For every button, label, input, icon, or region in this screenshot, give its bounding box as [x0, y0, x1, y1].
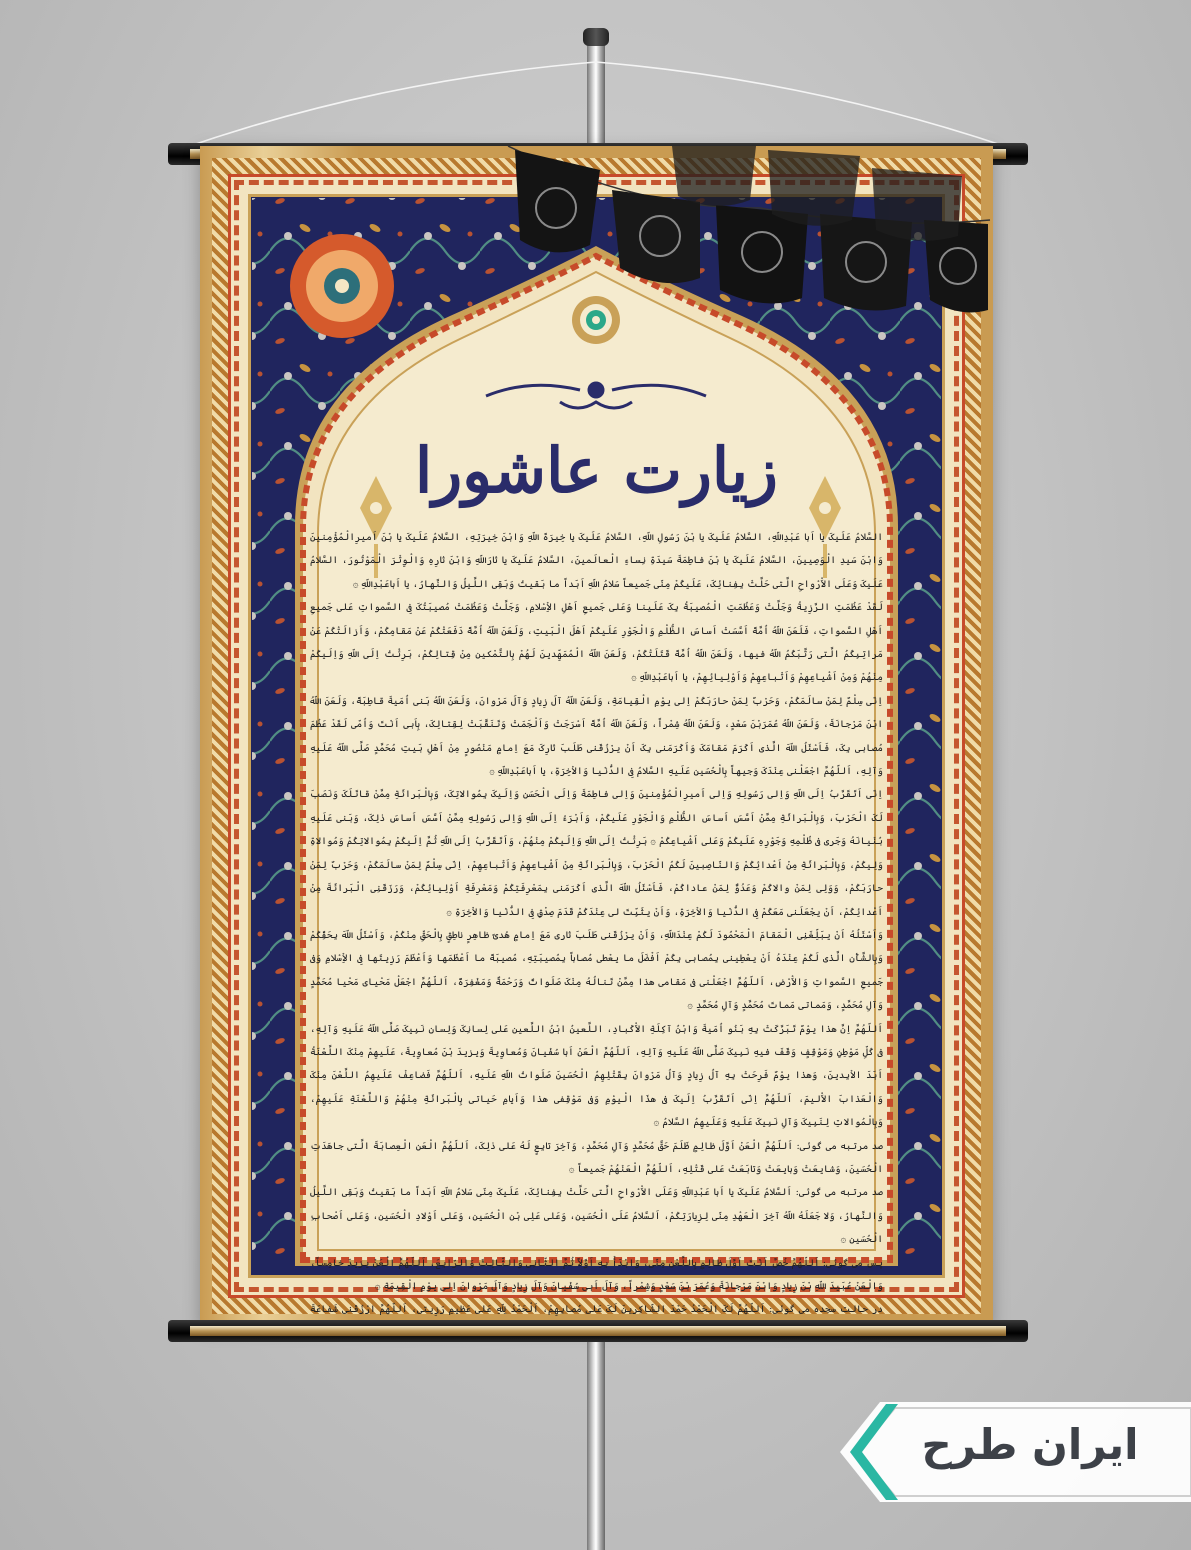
paragraph: اِنّی سِلْمٌ لِمَنْ سالَمَکُمْ، وَحَرْبٌ لِمَنْ حارَبَکُمْ اِلی یوْمِ الْقِیامَةِ، وَلَعَنَ اللّهُ آلَ زِیادٍ وَآلَ مَرْوانَ، وَلَعَنَ اللّهُ بَنی اُمَیةَ قاطِبَةً، وَلَعَنَ اللّهُ ابْنَ مَرْجانَةَ، وَلَعَنَ اللّهُ عُمَرَبْنَ سَعْدٍ، وَلَعَنَ اللّهُ شِمْراً، وَلَعَنَ اللّهُ اُمَّةً اَسْرَجَتْ وَاَلْجَمَتْ وَتَنَقَّبَتْ لِقِتالِکَ، بِاَبی اَنْتَ وَاُمّی لَقَدْ عَظُمَ مُصابی بِکَ، فَاَسْئَلُ اللّهَ الَّذی اَکْرَمَ مَقامَکَ وَاَکْرَمَنی بِکَ اَنْ یرْزُقَنی طَلَبَ ثارِکَ مَعَ اِمامٍ مَنْصُورٍ مِنْ اَهْلِ بَیتِ مُحَمَّدٍ صَلَّی اللّهُ عَلَیهِ وَآلِهِ، اَللّهُمَّ اجْعَلْنی عِنْدَکَ وَجیهاً بِالْحُسَینِ عَلَیهِ السَّلامُ فِی الدُّنْیا وَالاْخِرَةِ، یا اَباعَبْدِاللّهِ ۞ [310, 695, 883, 778]
paragraph: صد مرتبه می گوئی: اَلسَّلامُ عَلَیکَ یا اَبا عَبْدِاللّهِ وَعَلَی الاَْرْواحِ الَّتی حَلَّتْ بِفِنائِکَ، عَلَیکَ مِنّی سَلامُ اللّهِ اَبَداً ما بَقیتُ وَبَقِی اللَّیلُ وَالنَّهارُ، وَلا جَعَلَهُ اللّهُ آخِرَ الْعَهْدِ مِنّی لِزِیارَتِکُمْ، اَلسَّلامُ عَلَی الْحُسَینِ، وَعَلی عَلِی بْنِ الْحُسَینِ، وَعَلی اَوْلادِ الْحُسَینِ، وَعَلی اَصْحابِ الْحُسَینِ ۞ [310, 1187, 883, 1246]
paragraph: اَللّهُمَّ اِنَّ هذا یوْمٌ تَبَرَّکَتْ بِهِ بَنُو اُمَیةَ وَابْنُ آکِلَةِ الاَْکْبادِ، اللَّعینُ ابْنُ اللَّعینِ عَلی لِسانِکَ وَلِسانِ نَبِیکَ صَلَّی اللّهُ عَلَیهِ وَآلِهِ، فی کُلِّ مَوْطِنٍ وَمَوْقِفٍ وَقَفَ فیهِ نَبِیکَ صَلَّی اللّهُ عَلَیهِ وَآلِهِ، اَللّهُمَّ الْعَنْ اَبا سُفْیانَ وَمُعاوِیةَ وَیزیدَ بْنَ مُعاوِیةَ، عَلَیهِمْ مِنْکَ اللَّعْنَةُ اَبَدَ الاْبِدینَ، وَهذا یوْمٌ فَرِحَتْ بِهِ آلُ زِیادٍ وَآلُ مَرْوانَ بِقَتْلِهِمُ الْحُسَینَ صَلَواتُ اللّهِ عَلَیهِ، اَللّهُمَّ فَضاعِفْ عَلَیهِمُ اللَّعْنَ مِنْکَ وَالْعَذابَ الاَْلیمَ، اَللّهُمَّ اِنّی اَتَقَرَّبُ اِلَیکَ فی هذَا الْیوْمِ وَفی مَوْقِفی هذا وَاَیامِ حَیاتی بِالْبَرائَةِ مِنْهُمْ وَاللَّعْنَةِ عَلَیهِمْ، وَبِالْمُوالاتِ لِنَبِیکَ وَآلِ نَبِیکَ عَلَیهِ وَعَلَیهِمُ السَّلامُ ۞ [310, 1023, 883, 1129]
paragraph: السَّلامُ عَلَیکَ یا اَبا عَبْدِاللّهِ، السَّلامُ عَلَیکَ یا بْنَ رَسُولِ اللّهِ، السَّلامُ عَلَیکَ یا خِیرَةَ اللّهِ وَابْنَ خِیرَتِهِ، السَّلامُ عَلَیکَ یا بْنَ اَمیرِالْمُؤْمِنینَ وَابْنَ سَیدِ الْوَصِیینَ، السَّلامُ عَلَیکَ یا بْنَ فاطِمَةَ سَیدَةِ نِساءِ الْعالَمینَ، السَّلامُ عَلَیکَ یا ثارَاللّهِ وَابْنَ ثارِهِ وَالْوِتْرَ الْمَوْتُورَ، السَّلامُ عَلَیکَ وَعَلَی الاَْرْواحِ الَّتی حَلَّتْ بِفِنائِکَ، عَلَیکُمْ مِنّی جَمیعاً سَلامُ اللّهِ اَبَداً ما بَقیتُ وَبَقِی اللَّیلُ وَالنَّهارُ، یا اَباعَبْدِاللّهِ ۞ [310, 532, 883, 590]
logo-text: ایران طرح [921, 1420, 1139, 1469]
paragraph: صد مرتبه می گوئی: اَللّهُمَّ الْعَنْ اَوَّلَ ظالِمٍ ظَلَمَ حَقَّ مُحَمَّدٍ وَآلِ مُحَمَّدٍ، وَآخِرَ تابِعٍ لَهُ عَلی ذلِکَ، اَللّهُمَّ الْعَنِ الْعِصابَةَ الَّتی جاهَدَتِ الْحُسَینَ، وَشایعَتْ وَبایعَتْ وَتابَعَتْ عَلی قَتْلِهِ، اَللّهُمَّ الْعَنْهُمْ جَمیعاً ۞ [310, 1140, 883, 1175]
mourning-flag-icon [672, 146, 962, 241]
paragraph: لَقَدْ عَظُمَتِ الرَّزِیةُ وَجَلَّتْ وَعَظُمَتِ الْمُصیبَةُ بِکَ عَلَینا وَعَلی جَمیعِ اَهْلِ الاِْسْلامِ، وَجَلَّتْ وَعَظُمَتْ مُصیبَتُکَ فِی السَّمواتِ عَلی جَمیعِ اَهْلِ السَّمواتِ، فَلَعَنَ اللّهُ اُمَّةً اَسَّسَتْ اَساسَ الظُّلْمِ وَالْجَوْرِ عَلَیکُمْ اَهْلَ الْبَیتِ، وَلَعَنَ اللّهُ اُمَّةً دَفَعَتْکُمْ عَنْ مَقامِکُمْ، وَاَزالَتْکُمْ عَنْ مَراتِبِکُمُ الَّتی رَتَّبَکُمُ اللّهُ فیها، وَلَعَنَ اللّهُ اُمَّةً قَتَلَتْکُمْ، وَلَعَنَ اللّهُ الْمُمَهِّدینَ لَهُمْ بِالتَّمْکینِ مِنْ قِتالِکُمْ، بَرِئْتُ اِلَی اللّهِ وَاِلَیکُمْ مِنْهُمْ وَمِنْ اَشْیاعِهِمْ وَاَتْباعِهِمْ وَاَوْلِیائِهِمْ، یا اَباعَبْدِاللّهِ ۞ [310, 602, 883, 684]
paragraph: پس می گوئی: اَللّهُمَّ خُصَّ اَنْتَ اَوَّلَ ظالِمٍ بِاللَّعْنِ مِنّی، وَابْدَأْ بِهِ اَوَّلاً ثُمَّ الثّانِی وَالثّالِثَ وَالرّابِعَ، اَللّهُمَّ الْعَنْ یزیدَ خامِساً، وَالْعَنْ عُبَیدَ اللّهِ بْنَ زِیادٍ وَابْنَ مَرْجانَةَ وَعُمَرَ بْنَ سَعْدٍ وَشِمْراً، وَآلَ اَبی سُفْیانَ وَآلَ زِیادٍ وَآلَ مَرْوانَ اِلی یوْمِ الْقِیمَةِ ۞ [310, 1257, 883, 1292]
mourning-flag-icon [612, 190, 700, 283]
mourning-flags [0, 0, 1191, 340]
paragraph: در حالت سجده می گوئی: اَللّهُمَّ لَکَ الْحَمْدُ حَمْدَ الشّاکِرینَ لَکَ عَلی مُصابِهِمْ، اَلْحَمْدُ لِلّهِ عَلی عَظیمِ رَزِیتی، اَللّهُمَّ ارْزُقْنی شَفاعَةَ [310, 1304, 883, 1316]
bottom-rod [168, 1320, 1028, 1342]
paragraph: وَاَسْئَلُهُ اَنْ یبَلِّغَنِی الْمَقامَ الْمَحْمُودَ لَکُمْ عِنْدَاللّهِ، وَاَنْ یرْزُقَنی طَلَبَ ثاری مَعَ اِمامٍ هُدیً ظاهِرٍ ناطِقٍ بِالْحَقِّ مِنْکُمْ، وَاَسْئَلُ اللّهَ بِحَقِّکُمْ وَبِالشَّأْنِ الَّذی لَکُمْ عِنْدَهُ اَنْ یعْطِینی بِمُصابی بِکُمْ اَفْضَلَ ما یعْطی مُصاباً بِمُصیبَتِهِ، مُصیبَةً ما اَعْظَمَها وَاَعْظَمَ رَزِیتَها فِی الاِْسْلامِ وَفی جَمیعِ السَّمواتِ وَالاَْرْضِ، اَللّهُمَّ اجْعَلْنی فی مَقامی هذا مِمَّنْ تَنالُهُ مِنْکَ صَلَواتٌ وَرَحْمَةٌ وَمَغْفِرَةٌ، اَللّهُمَّ اجْعَلْ مَحْیای مَحْیا مُحَمَّدٍ وَآلِ مُحَمَّدٍ، وَمَماتی مَماتَ مُحَمَّدٍ وَآلِ مُحَمَّدٍ ۞ [310, 929, 883, 1012]
page-title: زیارت عاشورا [414, 434, 778, 507]
paragraph: اِنّی اَتَقَرَّبُ اِلَی اللّهِ وَاِلی رَسُولِهِ وَاِلی اَمیرِالْمُؤْمِنینَ وَاِلی فاطِمَةَ وَاِلَی الْحَسَنِ وَاِلَیکَ بِمُوالاتِکَ، وَبِالْبَرائَةِ مِمَّنْ قاتَلَکَ وَنَصَبَ لَکَ الْحَرْبَ، وَبِالْبَرائَةِ مِمَّنْ اَسَّسَ اَساسَ الظُّلْمِ وَالْجَوْرِ عَلَیکُمْ، وَاَبْرَءُ اِلَی اللّهِ وَاِلی رَسُولِهِ مِمَّنْ اَسَّسَ اَساسَ ذلِکَ، وَبَنی عَلَیهِ بُنْیانَهُ وَجَری فی ظُلْمِهِ وَجَوْرِهِ عَلَیکُمْ وَعَلی اَشْیاعِکُمْ ۞ بَرِئْتُ اِلَی اللّهِ وَاِلَیکُمْ مِنْهُمْ، وَاَتَقَرَّبُ اِلَی اللّهِ ثُمَّ اِلَیکُمْ بِمُوالاتِکُمْ وَمُوالاةِ وَلِیکُمْ، وَبِالْبَرائَةِ مِنْ اَعْدائِکُمْ وَالنّاصِبینَ لَکُمُ الْحَرْبَ، وَبِالْبَرائَةِ مِنْ اَشْیاعِهِمْ وَاَتْباعِهِمْ، اِنّی سِلْمٌ لِمَنْ سالَمَکُمْ، وَحَرْبٌ لِمَنْ حارَبَکُمْ، وَوَلِی لِمَنْ والاکُمْ وَعَدُوٌّ لِمَنْ عاداکُمْ، فَاَسْئَلُ اللّهَ الَّذی اَکْرَمَنی بِمَعْرِفَتِکُمْ وَمَعْرِفَةِ اَوْلِیائِکُمْ، وَرَزَقَنِی الْبَرائَةَ مِنْ اَعْدائِکُمْ، اَنْ یجْعَلَنی مَعَکُمْ فِی الدُّنْیا وَالاْخِرَةِ، وَاَنْ یثَبِّتَ لی عِنْدَکُمْ قَدَمَ صِدْقٍ فِی الدُّنْیا وَالاْخِرَةِ ۞ [310, 789, 883, 918]
prayer-text [310, 526, 883, 1316]
mourning-flag-icon [515, 150, 600, 252]
